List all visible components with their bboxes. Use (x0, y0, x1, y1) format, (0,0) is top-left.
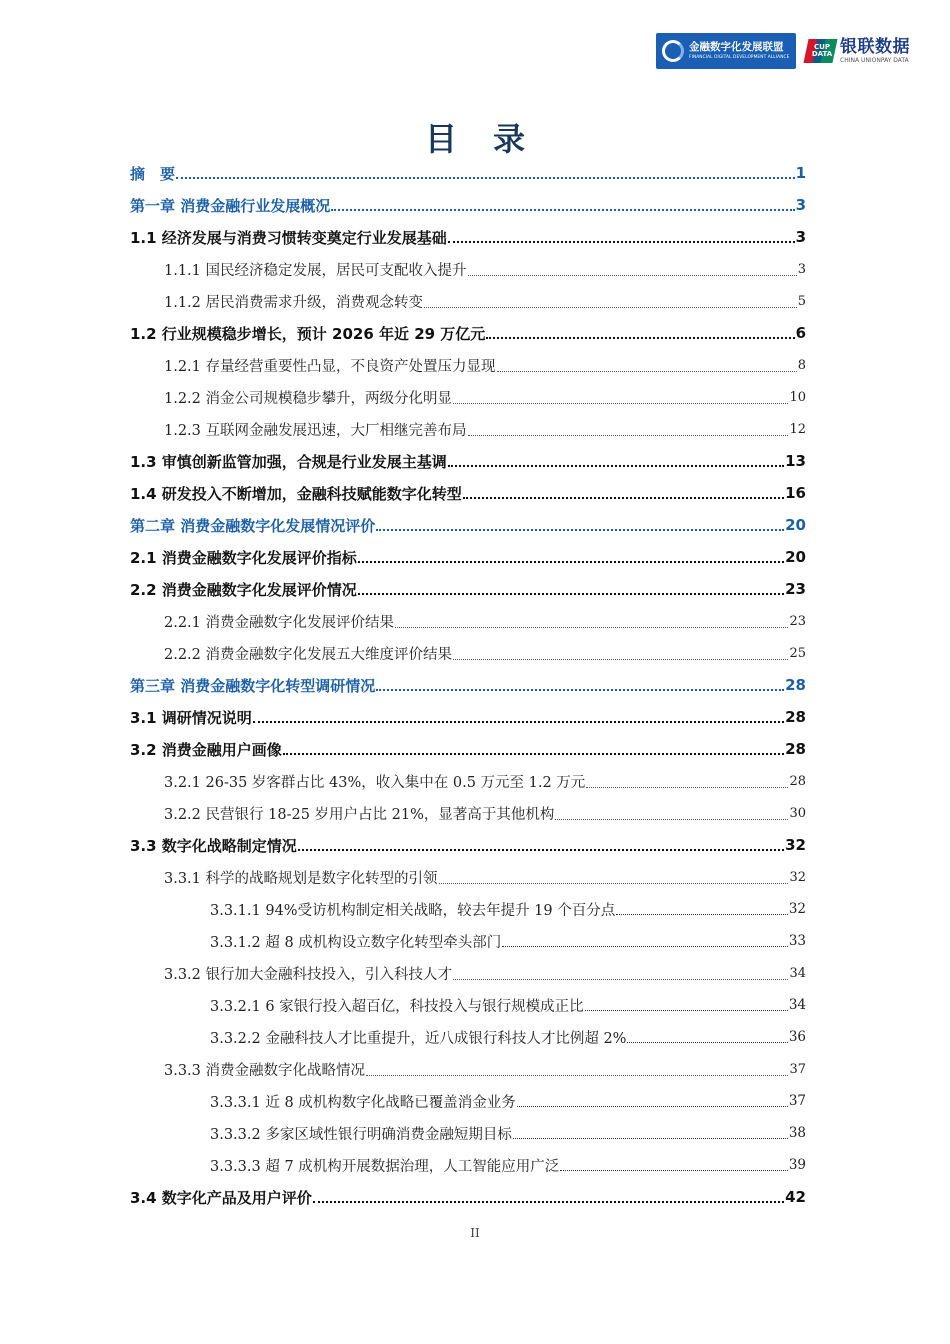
toc-dot-leader (486, 337, 794, 339)
toc-entry[interactable] (130, 989, 806, 1021)
toc-entry-label: 2.2.2 消费金融数字化发展五大维度评价结果 (164, 646, 453, 663)
toc-entry-label: 1.3 审慎创新监管加强，合规是行业发展主基调 (130, 452, 447, 471)
toc-entry[interactable] (130, 509, 806, 541)
toc-entry-label: 第二章 消费金融数字化发展情况评价 (130, 516, 376, 535)
fdda-logo-en: FINANCIAL DIGITAL DEVELOPMENT ALLIANCE (689, 55, 790, 60)
toc-entry[interactable] (130, 285, 806, 317)
page-title: 目录 (424, 120, 561, 158)
toc-dot-leader (463, 497, 784, 499)
toc-entry-page: 16 (785, 484, 806, 502)
toc-dot-leader (468, 435, 789, 436)
toc-entry[interactable] (130, 797, 806, 829)
toc-dot-leader (513, 1138, 788, 1139)
cup-data-logo (806, 36, 910, 66)
toc-entry-page: 10 (789, 389, 806, 405)
toc-entry-label: 1.2.1 存量经营重要性凸显，不良资产处置压力显现 (164, 358, 496, 375)
toc-dot-leader (453, 659, 788, 660)
toc-entry-page: 1 (795, 164, 806, 182)
toc-entry[interactable] (130, 253, 806, 285)
fdda-logo-icon (662, 40, 684, 62)
toc-entry-page: 23 (785, 580, 806, 598)
toc-entry-label: 第一章 消费金融行业发展概况 (130, 196, 331, 215)
toc-entry-page: 42 (785, 1188, 806, 1206)
header-logos (656, 32, 910, 70)
toc-entry[interactable] (130, 637, 806, 669)
toc-entry-page: 13 (785, 452, 806, 470)
toc-entry-label: 2.2.1 消费金融数字化发展评价结果 (164, 614, 395, 631)
toc-entry-page: 34 (789, 965, 806, 981)
toc-entry-label: 摘 要 (130, 164, 176, 183)
toc-entry-label: 3.3.3.2 多家区域性银行明确消费金融短期目标 (210, 1126, 512, 1143)
toc-entry-label: 3.4 数字化产品及用户评价 (130, 1188, 312, 1207)
toc-entry-page: 32 (789, 869, 806, 885)
toc-entry-page: 3 (797, 261, 806, 277)
toc-entry-page: 37 (789, 1061, 806, 1077)
toc-dot-leader (176, 177, 795, 179)
toc-dot-leader (439, 883, 789, 884)
toc-dot-leader (448, 241, 795, 243)
toc-entry-label: 1.2 行业规模稳步增长，预计 2026 年近 29 万亿元 (130, 324, 486, 343)
toc-entry-label: 3.3.2.2 金融科技人才比重提升，近八成银行科技人才比例超 2% (210, 1030, 627, 1047)
toc-entry-label: 2.2 消费金融数字化发展评价情况 (130, 580, 357, 599)
toc-dot-leader (253, 721, 784, 723)
toc-entry[interactable] (130, 221, 806, 253)
toc-entry-label: 2.1 消费金融数字化发展评价指标 (130, 548, 357, 567)
toc-entry-label: 1.2.2 消金公司规模稳步攀升，两级分化明显 (164, 390, 453, 407)
toc-entry[interactable] (130, 1117, 806, 1149)
toc-dot-leader (453, 979, 788, 980)
toc-entry-page: 25 (789, 645, 806, 661)
toc-entry-page: 28 (785, 740, 806, 758)
toc-entry-label: 1.2.3 互联网金融发展迅速，大厂相继完善布局 (164, 422, 467, 439)
toc-entry-label: 3.3.2.1 6 家银行投入超百亿，科技投入与银行规模成正比 (210, 998, 584, 1015)
toc-dot-leader (358, 593, 784, 595)
toc-entry-page: 23 (789, 613, 806, 629)
toc-entry[interactable] (130, 381, 806, 413)
toc-dot-leader (366, 1075, 788, 1076)
toc-entry[interactable] (130, 1181, 806, 1213)
toc-entry[interactable] (130, 733, 806, 765)
toc-entry[interactable] (130, 957, 806, 989)
table-of-contents (130, 157, 806, 1213)
toc-entry[interactable] (130, 861, 806, 893)
fdda-logo (656, 33, 796, 69)
cup-data-logo-cn: 银联数据 (840, 36, 910, 57)
toc-entry[interactable] (130, 445, 806, 477)
toc-entry-label: 3.2.2 民营银行 18-25 岁用户占比 21%，显著高于其他机构 (164, 806, 555, 823)
toc-entry[interactable] (130, 349, 806, 381)
toc-dot-leader (313, 1201, 784, 1203)
toc-entry-page: 28 (785, 708, 806, 726)
toc-entry[interactable] (130, 1085, 806, 1117)
toc-entry-label: 3.3.3.3 超 7 成机构开展数据治理，人工智能应用广泛 (210, 1158, 560, 1175)
toc-entry-page: 30 (789, 805, 806, 821)
toc-dot-leader (376, 529, 784, 531)
toc-entry-page: 5 (797, 293, 806, 309)
toc-dot-leader (586, 787, 788, 788)
toc-entry-label: 3.3.3.1 近 8 成机构数字化战略已覆盖消金业务 (210, 1094, 516, 1111)
toc-entry-label: 1.4 研发投入不断增加，金融科技赋能数字化转型 (130, 484, 462, 503)
toc-entry[interactable] (130, 573, 806, 605)
toc-entry[interactable] (130, 413, 806, 445)
toc-entry-page: 32 (785, 836, 806, 854)
toc-dot-leader (502, 946, 788, 947)
toc-dot-leader (555, 819, 788, 820)
toc-entry[interactable] (130, 765, 806, 797)
toc-entry-label: 3.3.1 科学的战略规划是数字化转型的引领 (164, 870, 438, 887)
toc-entry-page: 33 (788, 933, 806, 949)
toc-entry[interactable] (130, 829, 806, 861)
cup-data-logo-en: CHINA UNIONPAY DATA (840, 56, 909, 64)
toc-entry-label: 3.2 消费金融用户画像 (130, 740, 282, 759)
toc-entry-page: 3 (795, 228, 806, 246)
toc-entry-page: 32 (788, 901, 806, 917)
toc-entry[interactable] (130, 317, 806, 349)
toc-entry-label: 3.3.2 银行加大金融科技投入，引入科技人才 (164, 966, 453, 983)
toc-dot-leader (616, 914, 788, 915)
toc-entry-label: 1.1.2 居民消费需求升级，消费观念转变 (164, 294, 424, 311)
toc-entry-page: 28 (785, 676, 806, 694)
toc-entry-page: 37 (788, 1093, 806, 1109)
toc-entry[interactable] (130, 893, 806, 925)
toc-entry[interactable] (130, 477, 806, 509)
toc-entry[interactable] (130, 605, 806, 637)
toc-entry-label: 3.1 调研情况说明 (130, 708, 252, 727)
toc-entry[interactable] (130, 669, 806, 701)
toc-entry[interactable] (130, 1021, 806, 1053)
toc-entry-page: 3 (795, 196, 806, 214)
toc-entry-label: 3.3 数字化战略制定情况 (130, 836, 297, 855)
toc-entry-page: 20 (785, 516, 806, 534)
toc-entry-label: 3.3.3 消费金融数字化战略情况 (164, 1062, 366, 1079)
toc-entry-page: 12 (789, 421, 806, 437)
cup-data-logo-icon (806, 36, 836, 66)
toc-entry-page: 34 (788, 997, 806, 1013)
cup-data-mark-text: CUP DATA (811, 43, 833, 58)
toc-dot-leader (453, 403, 788, 404)
toc-entry[interactable] (130, 189, 806, 221)
toc-dot-leader (497, 371, 797, 372)
toc-entry-page: 39 (788, 1157, 806, 1173)
toc-entry-page: 8 (797, 357, 806, 373)
toc-entry-label: 1.1.1 国民经济稳定发展，居民可支配收入提升 (164, 262, 467, 279)
toc-dot-leader (358, 561, 784, 563)
toc-dot-leader (376, 689, 784, 691)
toc-entry[interactable] (130, 157, 806, 189)
toc-entry-page: 36 (788, 1029, 806, 1045)
toc-dot-leader (331, 209, 794, 211)
toc-dot-leader (560, 1170, 788, 1171)
toc-dot-leader (424, 307, 797, 308)
toc-entry[interactable] (130, 541, 806, 573)
toc-dot-leader (448, 465, 784, 467)
toc-entry-label: 3.2.1 26-35 岁客群占比 43%，收入集中在 0.5 万元至 1.2 万元 (164, 774, 586, 791)
fdda-logo-cn: 金融数字化发展联盟 (689, 41, 784, 53)
toc-entry[interactable] (130, 701, 806, 733)
page-number: II (470, 1226, 480, 1240)
toc-entry-label: 3.3.1.2 超 8 成机构设立数字化转型牵头部门 (210, 934, 502, 951)
toc-entry-label: 第三章 消费金融数字化转型调研情况 (130, 676, 376, 695)
toc-entry-page: 38 (788, 1125, 806, 1141)
toc-entry-page: 28 (789, 773, 806, 789)
toc-dot-leader (627, 1042, 787, 1043)
toc-dot-leader (298, 849, 784, 851)
toc-entry-label: 3.3.1.1 94%受访机构制定相关战略，较去年提升 19 个百分点 (210, 902, 616, 919)
toc-dot-leader (585, 1010, 788, 1011)
toc-entry[interactable] (130, 1149, 806, 1181)
toc-dot-leader (395, 627, 788, 628)
toc-dot-leader (468, 275, 797, 276)
toc-entry-page: 6 (795, 324, 806, 342)
toc-entry-page: 20 (785, 548, 806, 566)
toc-entry[interactable] (130, 925, 806, 957)
toc-dot-leader (517, 1106, 788, 1107)
toc-entry[interactable] (130, 1053, 806, 1085)
toc-entry-label: 1.1 经济发展与消费习惯转变奠定行业发展基础 (130, 228, 447, 247)
toc-dot-leader (283, 753, 784, 755)
